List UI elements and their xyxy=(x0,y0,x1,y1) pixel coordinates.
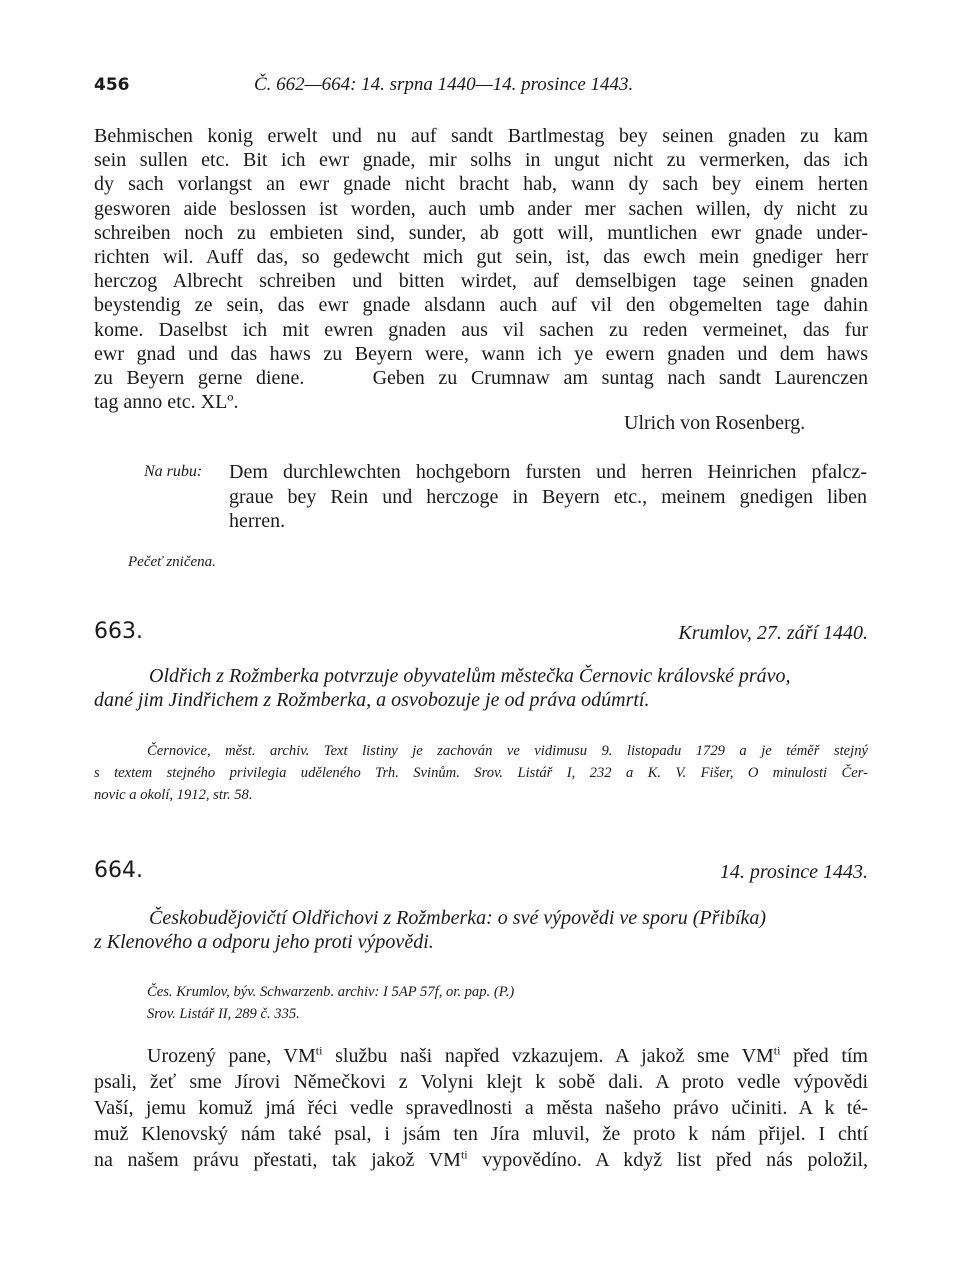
text-line: zu Beyern gerne diene. Geben zu Crumnaw am suntag nach sandt Laurenczen xyxy=(94,366,868,389)
regest xyxy=(94,906,868,954)
text-line: kome. Daselbst ich mit ewren gnaden aus vil sachen zu reden vermeinet, das fur xyxy=(94,318,868,341)
text-line: gesworen aide beslossen ist worden, auch umb ander mer sachen willen, dy nicht zu xyxy=(94,197,868,220)
text-line: Čes. Krumlov, býv. Schwarzenb. archiv: I 5AP 57f, or. pap. (P.) xyxy=(147,984,515,1000)
text-line: Dem durchlewchten hochgeborn fursten und herren Heinrichen pfalcz- xyxy=(229,461,867,483)
source-note xyxy=(147,981,514,1025)
text-line: Černovice, měst. archiv. Text listiny je zachován ve vidimusu 9. listopadu 1729 a je téměř stejný xyxy=(147,743,868,759)
text-line: graue bey Rein und herczoge in Beyern etc., meinem gnedigen liben xyxy=(229,485,867,508)
superscript: ti xyxy=(773,1043,781,1058)
text-fragment: na našem právu přestati, tak jakož VM xyxy=(94,1149,461,1171)
text-line: Behmischen konig erwelt und nu auf sandt Bartlmestag bey seinen gnaden zu kam xyxy=(94,125,868,147)
text-fragment: Urozený pane, VM xyxy=(147,1045,316,1067)
document-date: Krumlov, 27. září 1440. xyxy=(678,622,868,644)
superscript: ti xyxy=(315,1043,323,1058)
text-line: dané jim Jindřichem z Rožmberka, a osvobozuje je od práva odúmrtí. xyxy=(94,689,650,711)
text-line: herczog Albrecht schreiben und bitten wirdet, auf demselbigen tage seinen gnaden xyxy=(94,270,868,293)
text-line: schreiben noch zu embieten sind, sunder, ab gott will, muntlichen ewr gnade under- xyxy=(94,221,868,244)
text-line xyxy=(94,1043,868,1069)
text-line: beystendig ze sein, das ewr gnade alsdann auch auf vil den obgemelten tage dahin xyxy=(94,294,868,317)
seal-note: Pečeť zničena. xyxy=(128,554,216,570)
text-line: tag anno etc. XLº. xyxy=(94,391,239,414)
text-line: Srov. Listář II, 289 č. 335. xyxy=(147,1006,300,1022)
text-line: ewr gnad und das haws zu Beyern were, wann ich ye ewern gnaden und dem haws xyxy=(94,342,868,365)
text-line: z Klenového a odporu jeho proti výpovědi. xyxy=(94,931,434,953)
letter-662-text xyxy=(94,124,868,414)
text-line: Oldřich z Rožmberka potvrzuje obyvatelům městečka Černovic královské právo, xyxy=(149,665,791,687)
running-title: Č. 662—664: 14. srpna 1440—14. prosince 1443. xyxy=(254,74,634,95)
signature: Ulrich von Rosenberg. xyxy=(624,412,806,434)
text-line: Českobudějovičtí Oldřichovi z Rožmberka: o své výpovědi ve sporu (Přibíka) xyxy=(149,907,767,929)
regest xyxy=(94,664,868,712)
text-line: sein sullen etc. Bit ich ewr gnade, mir solhs in ungut nicht zu vermerken, das ich xyxy=(94,149,868,172)
text-fragment: před tím xyxy=(780,1045,868,1067)
superscript: ti xyxy=(460,1147,468,1162)
text-line: psali, žeť sme Jírovi Němečkovi z Volyni klejt k sobě dali. A proto vedle výpovědi xyxy=(94,1071,868,1093)
document-number: 663. xyxy=(94,619,143,644)
text-line xyxy=(94,1147,868,1173)
source-note xyxy=(94,740,868,806)
letter-664-text xyxy=(94,1043,868,1173)
text-fragment: službu naši napřed vzkazujem. A jakož sme VM xyxy=(322,1045,774,1067)
text-line: s textem stejného privilegia uděleného Trh. Svinům. Srov. Listář I, 232 a K. V. Fišer, O minulosti Čer- xyxy=(94,765,868,781)
document-number: 664. xyxy=(94,858,143,883)
text-line: novic a okolí, 1912, str. 58. xyxy=(94,787,253,803)
text-line: richten wil. Auff das, so gedewcht mich gut sein, ist, das ewch mein gnediger herr xyxy=(94,245,868,268)
text-line: herren. xyxy=(229,510,286,532)
page-number: 456 xyxy=(94,75,130,95)
document-date: 14. prosince 1443. xyxy=(719,861,868,883)
address-label: Na rubu: xyxy=(144,463,203,480)
text-line: Vaší, jemu komuž jmá řéci vedle spravedlnosti a města našeho právo učiniti. A k té- xyxy=(94,1097,868,1119)
running-head xyxy=(94,74,868,96)
text-line: dy sach vorlangst an ewr gnade nicht bracht hab, wann dy sach bey einem herten xyxy=(94,173,868,196)
address-text xyxy=(229,460,867,534)
text-fragment: vypovědíno. A když list před nás položil, xyxy=(467,1149,868,1171)
text-line: muž Klenovský nám také psal, i jsám ten Jíra mluvil, že proto k nám přijel. I chtí xyxy=(94,1123,868,1145)
